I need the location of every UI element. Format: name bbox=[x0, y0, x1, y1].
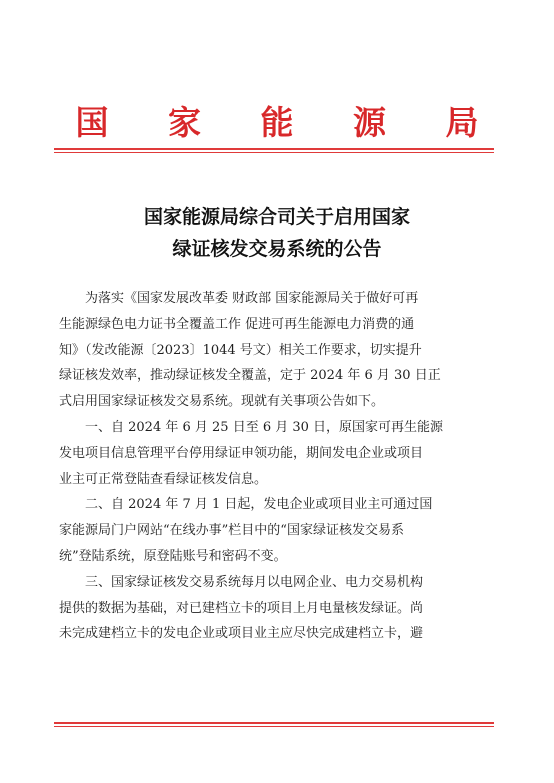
body-line: 知》（发改能源〔2023〕1044 号文）相关工作要求，切实提升 bbox=[59, 342, 422, 358]
notice-title-line-1: 国家能源局综合司关于启用国家 bbox=[143, 206, 410, 228]
notice-title-line-2: 绿证核发交易系统的公告 bbox=[172, 238, 382, 260]
body-line: 三、国家绿证核发交易系统每月以电网企业、电力交易机构 bbox=[85, 574, 424, 590]
body-line: 家能源局门户网站“在线办事”栏目中的“国家绿证核发交易系 bbox=[59, 523, 404, 539]
header-red-rule bbox=[54, 148, 494, 153]
rule-thick-line bbox=[54, 722, 494, 724]
body-line: 一、自 2024 年 6 月 25 日至 6 月 30 日，原国家可再生能源 bbox=[85, 419, 444, 435]
notice-title bbox=[0, 201, 554, 265]
rule-thin-line bbox=[54, 726, 494, 727]
rule-thin-line bbox=[54, 152, 494, 153]
body-line: 统”登陆系统，原登陆账号和密码不变。 bbox=[59, 548, 287, 564]
body-line: 二、自 2024 年 7 月 1 日起，发电企业或项目业主可通过国 bbox=[85, 497, 433, 513]
footer-red-rule bbox=[54, 722, 494, 727]
issuing-agency-header: 国 家 能 源 局 bbox=[75, 103, 503, 142]
body-line: 式启用国家绿证核发交易系统。现就有关事项公告如下。 bbox=[59, 394, 385, 410]
body-line: 发电项目信息管理平台停用绿证申领功能，期间发电企业或项目 bbox=[59, 445, 424, 461]
body-line: 绿证核发效率，推动绿证核发全覆盖，定于 2024 年 6 月 30 日正 bbox=[59, 368, 441, 384]
rule-thick-line bbox=[54, 148, 494, 150]
body-line: 业主可正常登陆查看绿证核发信息。 bbox=[59, 471, 268, 487]
body-line: 未完成建档立卡的发电企业或项目业主应尽快完成建档立卡，避 bbox=[59, 626, 424, 642]
body-line: 提供的数据为基础，对已建档立卡的项目上月电量核发绿证。尚 bbox=[59, 600, 424, 616]
body-line: 为落实《国家发展改革委 财政部 国家能源局关于做好可再 bbox=[85, 291, 419, 306]
notice-body bbox=[59, 286, 491, 647]
body-line: 生能源绿色电力证书全覆盖工作 促进可再生能源电力消费的通 bbox=[59, 316, 415, 332]
